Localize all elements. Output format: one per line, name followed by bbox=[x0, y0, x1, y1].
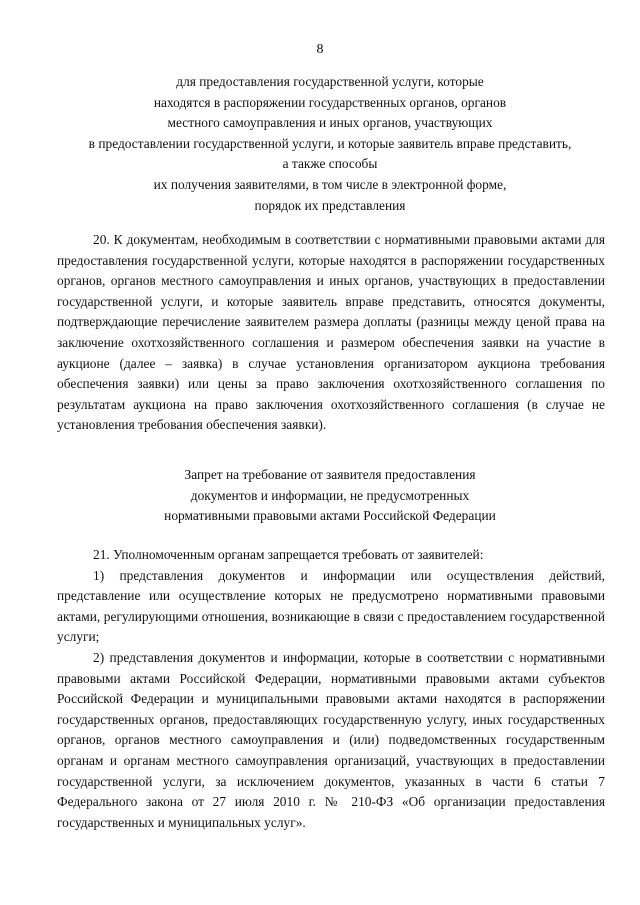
paragraph-21-item-2: 2) представления документов и информации, которые в соответствии с нормативными правовыми актами Российской Федерации, нормативными правовыми актами субъектов Российской Федерации и муниципальными правовыми актами находятся в распоряжении государственных органов, предоставляющих государственную услугу, иных государственных органов, органов местного самоуправления и (или) подведомственных государственным органам и органам местного самоуправления организаций, участвующих в предоставлении государственной услуги, за исключением документов, указанных в части 6 статьи 7 Федерального закона от 27 июля 2010 г. № 210-ФЗ «Об организации предоставления государственных и муниципальных услуг». bbox=[57, 649, 605, 830]
heading-line: документов и информации, не предусмотренных bbox=[190, 487, 470, 503]
heading-line: а также способы bbox=[282, 156, 378, 172]
heading-line: в предоставлении государственной услуги, и которые заявитель вправе представить, bbox=[88, 135, 572, 151]
heading-line: местного самоуправления и иных органов, участвующих bbox=[167, 115, 493, 131]
heading-line: их получения заявителями, в том числе в электронной форме, bbox=[153, 176, 507, 192]
paragraph-21-intro: 21. Уполномоченным органам запрещается требовать от заявителей: bbox=[93, 547, 484, 562]
paragraph-21-block bbox=[57, 545, 605, 833]
heading-line: нормативными правовыми актами Российской Федерации bbox=[164, 508, 496, 524]
page-number: 8 bbox=[316, 42, 324, 57]
paragraph-20: 20. К документам, необходимым в соответствии с нормативными правовыми актами для предоставления государственной услуги, которые находятся в распоряжении государственных органов, органов местного самоуправления и иных органов, участвующих в предоставлении государственной услуги, и которые заявитель вправе представить, относятся документы, подтверждающие перечисление заявителем размера доплаты (разницы между ценой права на заключение охотхозяйственного соглашения и размером обеспечения заявки на участие в аукционе (далее – заявка) в случае установления организатором аукциона требования обеспечения заявки) или цены за право заключения охотхозяйственного соглашения по результатам аукциона на право заключения охотхозяйственного соглашения (в случае не установления требования обеспечения заявки). bbox=[57, 232, 605, 433]
heading-line: для предоставления государственной услуги, которые bbox=[176, 74, 484, 89]
heading-line: порядок их представления bbox=[254, 197, 406, 213]
heading-line: находятся в распоряжении государственных органов, органов bbox=[153, 94, 507, 110]
heading-line: Запрет на требование от заявителя предоставления bbox=[184, 467, 476, 482]
paragraph-21-item-1: 1) представления документов и информации или осуществления действий, представление или осуществление которых не предусмотрено нормативными правовыми актами, регулирующими отношения, возникающие в связи с предоставлением государственной услуги; bbox=[57, 567, 605, 645]
paragraph-20-block bbox=[57, 230, 605, 436]
section-heading-prohibition bbox=[40, 465, 620, 527]
section-heading-documents bbox=[40, 72, 620, 216]
